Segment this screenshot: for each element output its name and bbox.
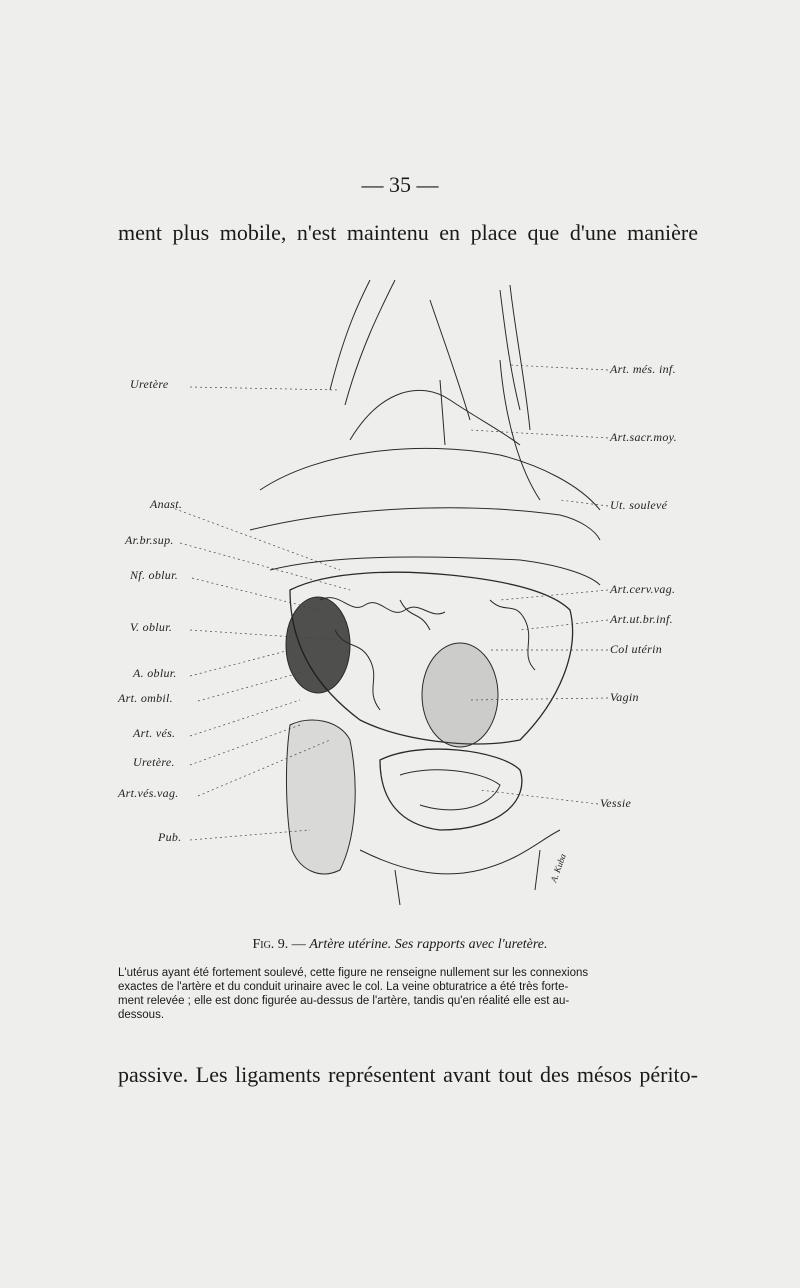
label-art-sacr-moy: Art.sacr.moy.	[610, 430, 677, 444]
label-pub: Pub.	[158, 830, 182, 844]
label-art-ves-vag: Art.vés.vag.	[118, 786, 179, 800]
figure-title: Artère utérine. Ses rapports avec l'uretère.	[309, 937, 548, 952]
label-a-oblur: A. oblur.	[133, 666, 177, 680]
label-ar-br-sup: Ar.br.sup.	[125, 533, 174, 547]
anatomical-figure	[0, 270, 800, 920]
label-vagin: Vagin	[610, 690, 639, 704]
label-art-ut-br-inf: Art.ut.br.inf.	[610, 612, 673, 626]
label-art-ombil: Art. ombil.	[118, 691, 173, 705]
legend-line: ment relevée ; elle est donc figurée au-dessus de l'artère, tandis qu'en réalité elle est au-	[118, 995, 570, 1007]
label-col-uterin: Col utérin	[610, 642, 663, 656]
label-ut-souleve: Ut. soulevé	[610, 498, 668, 512]
label-uretere-bottom: Uretère.	[133, 755, 175, 769]
label-art-ves: Art. vés.	[133, 726, 176, 740]
figure-caption	[0, 937, 800, 953]
legend-line: L'utérus ayant été fortement soulevé, cette figure ne renseigne nullement sur les connexions	[118, 967, 589, 979]
body-text-top: ment plus mobile, n'est maintenu en place que d'une manière	[118, 220, 698, 245]
label-art-cerv-vag: Art.cerv.vag.	[610, 582, 676, 596]
artist-signature: A. Kuba	[548, 852, 568, 884]
figure-number: Fig. 9. —	[252, 937, 306, 952]
label-anast: Anast.	[150, 497, 183, 511]
label-vessie: Vessie	[600, 796, 632, 810]
label-art-mes-inf: Art. més. inf.	[610, 362, 676, 376]
page-number: — 35 —	[361, 172, 439, 197]
label-nf-oblur: Nf. oblur.	[130, 568, 179, 582]
legend-line: exactes de l'artère et du conduit urinaire avec le col. La veine obturatrice a été très forte-	[118, 981, 569, 993]
label-v-oblur: V. oblur.	[130, 620, 173, 634]
figure-legend	[118, 966, 696, 1022]
legend-line: dessous.	[118, 1009, 165, 1021]
body-text-bottom: passive. Les ligaments représentent avant tout des mésos périto-	[118, 1062, 698, 1087]
label-uretere-top: Uretère	[130, 377, 169, 391]
figure-drawing	[0, 270, 800, 920]
